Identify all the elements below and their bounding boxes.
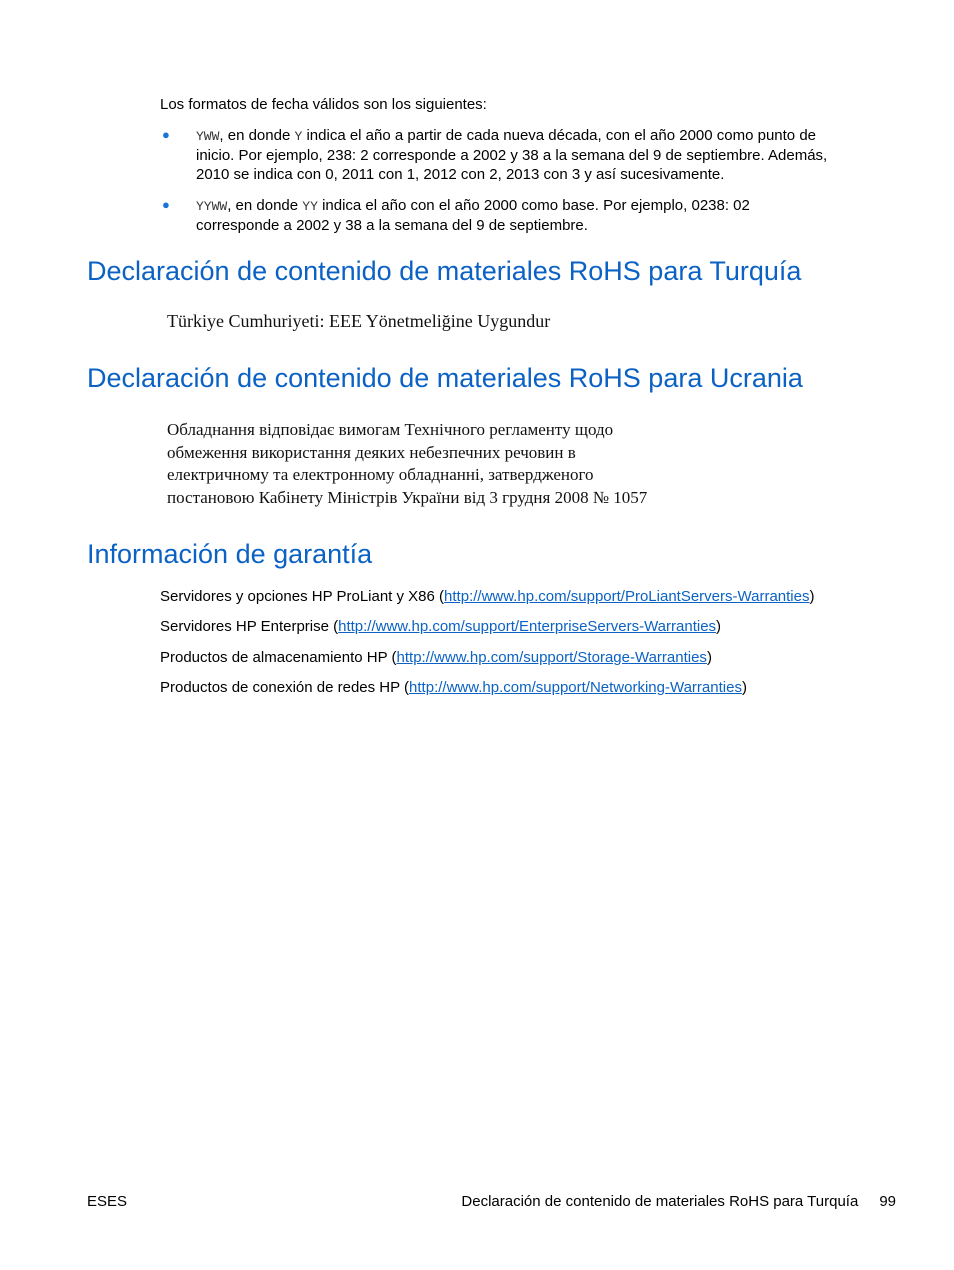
ukraine-line: постановою Кабінету Міністрів України від 3 грудня 2008 № 1057 (167, 487, 648, 507)
warranty-item-label: Productos de conexión de redes HP ( (160, 679, 410, 696)
bullet-text: , en donde (219, 127, 295, 144)
bullet-dot-icon: ● (162, 127, 170, 142)
warranty-item (160, 648, 712, 667)
bullet-text: , en donde (227, 197, 303, 214)
turkey-compliance-statement: Türkiye Cumhuriyeti: EEE Yönetmeliğine Uygundur (167, 311, 551, 331)
ukraine-line: обмеження використання деяких небезпечних речовин в (167, 442, 576, 462)
heading-rohs-ukraine: Declaración de contenido de materiales RoHS para Ucrania (87, 363, 803, 393)
code-format: Y (294, 129, 303, 144)
heading-warranty: Información de garantía (87, 539, 373, 569)
warranty-item-close: ) (809, 588, 815, 605)
warranty-link-networking[interactable]: http://www.hp.com/support/Networking-Warranties (409, 679, 742, 696)
code-format: YYWW (196, 199, 228, 214)
warranty-item (160, 587, 814, 606)
bullet-dot-icon: ● (162, 197, 170, 212)
warranty-item-label: Productos de almacenamiento HP ( (160, 649, 397, 666)
warranty-link-enterprise[interactable]: http://www.hp.com/support/EnterpriseServers-Warranties (338, 618, 717, 635)
warranty-item (160, 678, 747, 697)
warranty-item (160, 617, 721, 636)
ukraine-compliance-statement (167, 419, 647, 509)
footer-right (461, 1192, 896, 1211)
intro-text: Los formatos de fecha válidos son los siguientes: (160, 96, 487, 113)
ukraine-line: електричному та електронному обладнанні, затвердженого (167, 465, 594, 484)
footer-left: ESES (87, 1193, 128, 1210)
bullet-1-line-2: inicio. Por ejemplo, 238: 2 corresponde a 2002 y 38 a la semana del 9 de septiembre. Además, (196, 147, 828, 164)
code-format: YY (302, 199, 318, 214)
warranty-item-label: Servidores HP Enterprise ( (160, 618, 339, 635)
warranty-item-close: ) (706, 649, 712, 666)
ukraine-line: Обладнання відповідає вимогам Технічного регламенту щодо (167, 420, 614, 439)
warranty-item-close: ) (741, 679, 747, 696)
bullet-text: indica el año a partir de cada nueva década, con el año 2000 como punto de (302, 127, 817, 144)
warranty-link-storage[interactable]: http://www.hp.com/support/Storage-Warranties (396, 649, 707, 666)
bullet-2-line-2: corresponde a 2002 y 38 a la semana del 9 de septiembre. (196, 217, 588, 234)
bullet-1-line-3: 2010 se indica con 0, 2011 con 1, 2012 con 2, 2013 con 3 y así sucesivamente. (196, 166, 725, 183)
heading-rohs-turkey: Declaración de contenido de materiales RoHS para Turquía (87, 256, 802, 286)
footer-section-title: Declaración de contenido de materiales RoHS para Turquía (461, 1193, 859, 1210)
bullet-text: indica el año con el año 2000 como base. Por ejemplo, 0238: 02 (317, 197, 750, 214)
bullet-2-line-1 (196, 196, 750, 216)
warranty-item-label: Servidores y opciones HP ProLiant y X86 ( (160, 588, 445, 605)
page-number: 99 (879, 1193, 896, 1210)
warranty-link-proliant[interactable]: http://www.hp.com/support/ProLiantServers-Warranties (444, 588, 810, 605)
code-format: YWW (196, 129, 220, 144)
warranty-item-close: ) (716, 618, 722, 635)
bullet-1-line-1 (196, 126, 816, 146)
